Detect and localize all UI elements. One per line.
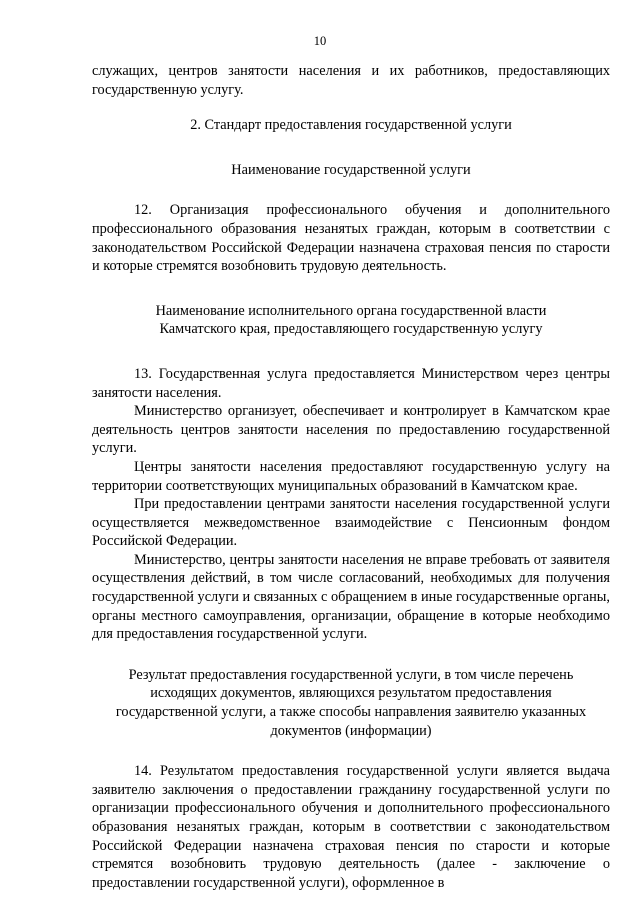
paragraph-13-4: При предоставлении центрами занятости населения государственной услуги осуществляется межведомственное взаимодействие с Пенсионным фондом Российской Федерации. — [92, 496, 610, 550]
page-number: 10 — [313, 34, 327, 48]
section-heading: 2. Стандарт предоставления государственной услуги — [190, 117, 512, 134]
subheading-service-name: Наименование государственной услуги — [231, 161, 471, 178]
paragraph-14: 14. Результатом предоставления государственной услуги является выдача заявителю заключения о предоставлении гражданину государственной услуги по организации профессионального обучения и дополнительного профессионального образования незанятых граждан, которым в соответствии с законодательством Российской Федерации назначена страховая пенсия по старости и которые стремятся возобновить трудовую деятельность (далее - заключение о предоставлении государственной услуги), оформленное в — [92, 763, 610, 891]
paragraph-13-5: Министерство, центры занятости населения не вправе требовать от заявителя осуществления действий, в том числе согласований, необходимых для получения государственной услуги и связанных с обращением в иные государственные органы, органы местного самоуправления, организации, обращение в которые необходимо для предоставления государственной услуги. — [92, 551, 610, 643]
paragraph-13-2: Министерство организует, обеспечивает и контролирует в Камчатском крае деятельность центров занятости населения по предоставлению государственной услуги. — [92, 403, 610, 457]
paragraph-12: 12. Организация профессионального обучения и дополнительного профессионального образования незанятых граждан, которым в соответствии с законодательством Российской Федерации назначена страховая пенсия по старости и которые стремятся возобновить трудовую деятельность. — [92, 202, 610, 275]
subheading-executive-body: Наименование исполнительного органа государственной власти Камчатского края, предоставляющего государственную услугу — [155, 302, 547, 338]
paragraph-13-1: 13. Государственная услуга предоставляется Министерством через центры занятости населения. — [92, 365, 610, 401]
paragraph-13-3: Центры занятости населения предоставляют государственную услугу на территории соответствующих муниципальных образований в Камчатском крае. — [92, 458, 610, 494]
document-body — [92, 62, 610, 892]
subheading-result: Результат предоставления государственной услуги, в том числе перечень исходящих документов, являющихся результатом предоставления государственной услуги, а также способы направления заявителю указанных документов (информации) — [115, 666, 587, 739]
paragraph-continuation: служащих, центров занятости населения и их работников, предоставляющих государственную услугу. — [92, 63, 610, 98]
